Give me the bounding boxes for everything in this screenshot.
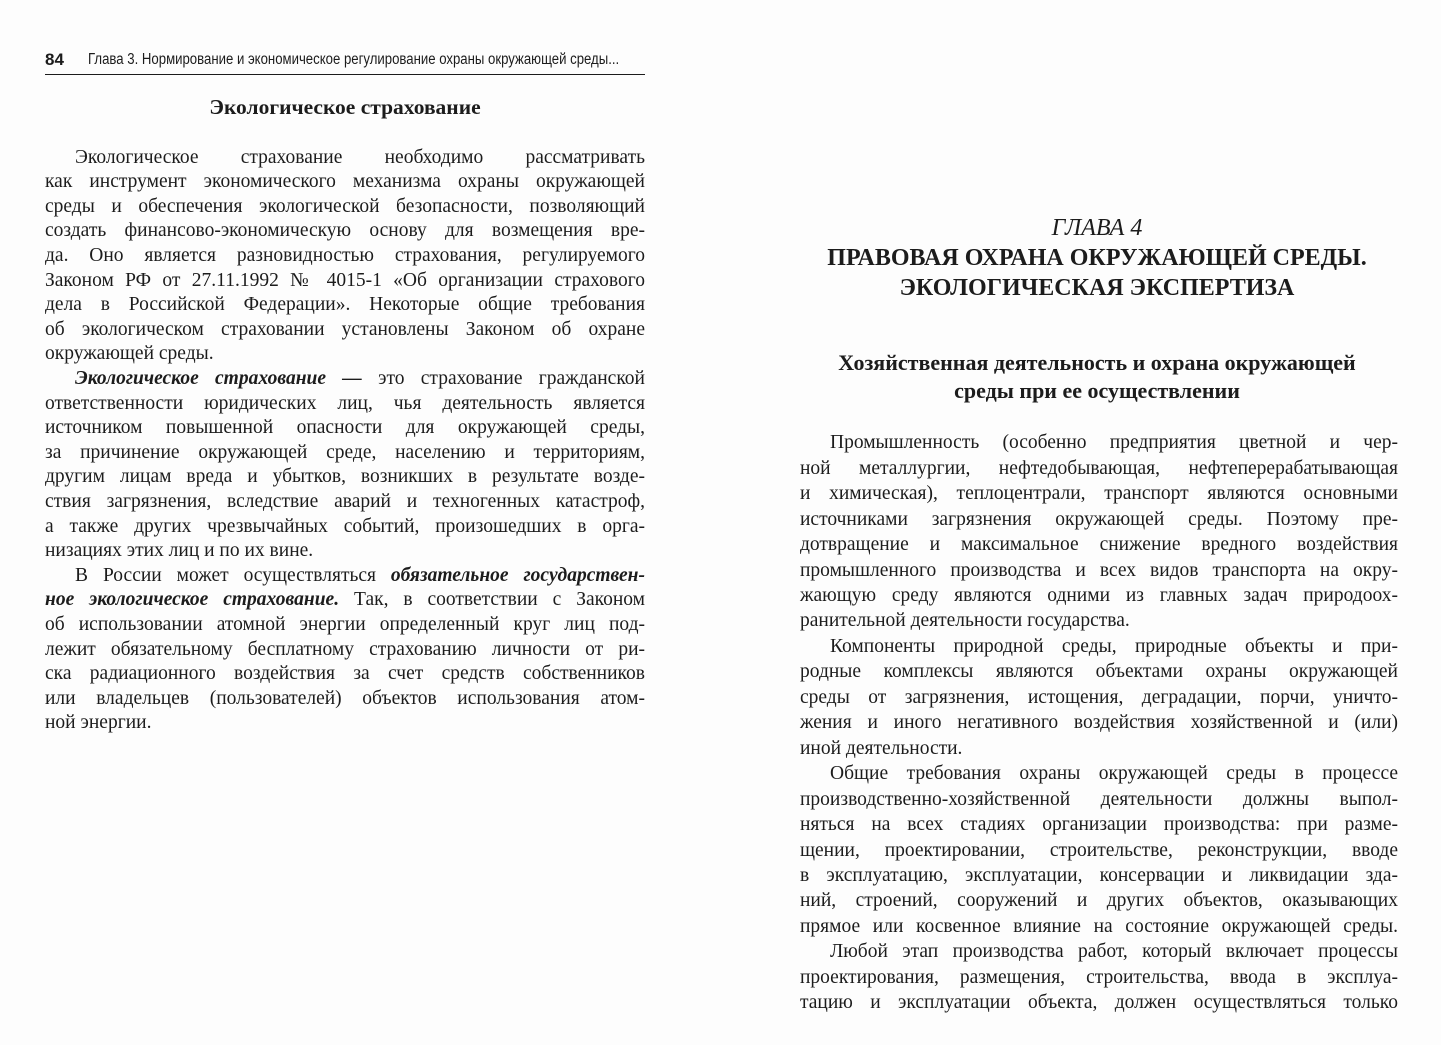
right-page-body [800,430,1398,1015]
text-line: и химическая), теплоцентрали, транспорт являются основными [800,483,1398,505]
text-line: лежит обязательному бесплатному страхованию личности от ри- [45,638,645,660]
emphasized-term: Экологическое страхование — [75,368,362,390]
text-line: Промышленность (особенно предприятия цветной и чер- [830,432,1398,454]
emphasized-term: обязательное государствен- [390,564,645,586]
text-line: тацию и эксплуатации объекта, должен осуществляться только [800,992,1398,1014]
text-line: а также других чрезвычайных событий, произошедших в орга- [45,515,645,537]
emphasized-term: ное экологическое страхование. [45,589,340,611]
text-line: ствия загрязнения, вследствие аварий и техногенных катастроф, [45,491,645,512]
running-header [45,50,645,72]
text-line: создать финансово-экономическую основу для возмещения вре- [45,220,645,242]
text-line: об использовании атомной энергии определенный круг лиц под- [45,613,645,635]
text-line: Законом РФ от 27.11.1992 № 4015-1 «Об организации страхового [45,269,645,291]
text-line: родные комплексы являются объектами охраны окружающей [800,661,1398,683]
chapter-title-line: ЭКОЛОГИЧЕСКАЯ ЭКСПЕРТИЗА [899,275,1295,301]
text-line: производственно-хозяйственной деятельности должны выпол- [800,788,1398,810]
text-line: Экологическое страхование необходимо рассматривать [75,146,645,168]
text-line: Любой этап производства работ, который включает процессы [830,941,1398,963]
text-line: да. Оно является разновидностью страхования, регулируемого [45,245,645,267]
chapter-title-line: ПРАВОВАЯ ОХРАНА ОКРУЖАЮЩЕЙ СРЕДЫ. [827,245,1367,271]
text-line: ний, строений, сооружений и других объектов, оказывающих [800,890,1398,912]
text-line: жающую среду являются одними из главных задач природоох- [800,585,1398,607]
text-line: об экологическом страховании установлены Законом об охране [45,318,645,340]
text-line: низациях этих лиц и по их вине. [45,540,314,562]
left-page-body [45,146,645,736]
text-line: прямое или косвенное влияние на состояние окружающей среды. [800,915,1398,937]
section-title-line: Хозяйственная деятельность и охрана окружающей [838,350,1356,375]
paragraph [45,367,645,564]
text-line: другим лицам вреда и убытков, возникших в результате возде- [45,466,645,488]
text-line: окружающей среды. [45,343,214,365]
text-line: дела в Российской Федерации». Некоторые общие требования [45,294,645,316]
text-line: среды от загрязнения, истощения, деградации, порчи, уничто- [800,686,1398,708]
text-line [45,588,645,613]
section-title [795,349,1399,405]
text-line: в эксплуатацию, эксплуатации, консервации и ликвидации зда- [800,865,1398,886]
text-line [45,564,645,589]
text-line: промышленного производства и всех видов транспорта на окру- [800,559,1398,581]
text-line: ной энергии. [45,712,152,734]
text-line: няться на всех стадиях организации производства: при разме- [800,814,1398,836]
text-line: источниками загрязнения окружающей среды. Поэтому пре- [800,508,1398,530]
header-rule [45,74,645,75]
section-title: Экологическое страхование [209,95,481,119]
text-line: ной металлургии, нефтедобывающая, нефтеперерабатывающая [800,457,1398,479]
text-span: Так, в соответствии с Законом [339,589,646,611]
text-line: Компоненты природной среды, природные объекты и при- [830,635,1398,657]
text-line: проектирования, размещения, строительства, ввода в эксплуа- [800,966,1398,988]
paragraph [800,634,1398,761]
paragraph [45,146,645,367]
text-line: ранительной деятельности государства. [800,610,1130,632]
text-line: ответственности юридических лиц, чья деятельность является [45,392,645,414]
chapter-heading [795,213,1399,303]
text-line: или владельцев (пользователей) объектов использования атом- [45,687,645,709]
text-line [45,367,645,392]
text-line: Общие требования охраны окружающей среды в процессе [830,763,1398,785]
text-line: жения и иного негативного воздействия хозяйственной и (или) [800,712,1398,734]
paragraph [45,564,645,736]
paragraph [800,761,1398,939]
page-number: 84 [45,50,64,69]
text-line: ска радиационного воздействия за счет средств собственников [45,663,645,685]
text-line: дотвращение и максимальное снижение вредного воздействия [800,534,1398,556]
text-line: источником повышенной опасности для окружающей среды, [45,417,645,439]
text-line: за причинение окружающей среде, населению и территориям, [45,441,645,463]
paragraph [800,939,1398,1015]
running-header-text: Глава 3. Нормирование и экономическое регулирование охраны окружающей среды... [88,51,620,68]
chapter-label: ГЛАВА 4 [1051,215,1143,241]
text-line: как инструмент экономического механизма охраны окружающей [45,171,645,193]
section-title-line: среды при ее осуществлении [954,378,1240,403]
text-span: В России может осуществляться [75,564,391,586]
text-line: иной деятельности. [800,737,963,759]
text-span: это страхование гражданской [361,368,645,390]
paragraph [800,430,1398,634]
text-line: щении, проектировании, строительстве, реконструкции, вводе [800,839,1398,861]
text-line: среды и обеспечения экологической безопасности, позволяющий [45,195,645,217]
